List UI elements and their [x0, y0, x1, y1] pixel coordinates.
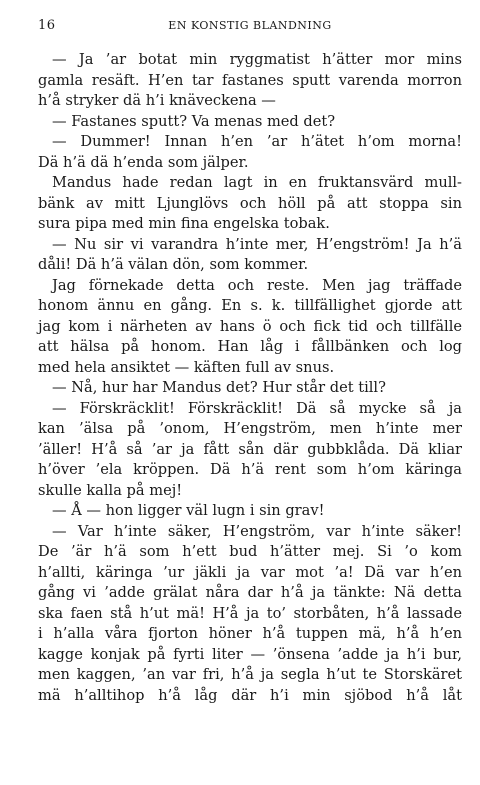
text-line: De ’är h’ä som h’ett bud h’ätter mej. Si ’o kom: [38, 543, 462, 560]
book-page: [38, 18, 462, 706]
text-line: bänk av mitt Ljunglövs och höll på att stoppa sin: [38, 194, 462, 212]
text-line: men kaggen, ’an var fri, h’å ja segla h’ut te Storskäret: [38, 666, 462, 683]
text-line: med hela ansiktet — käften full av snus.: [38, 358, 335, 376]
text-line: gång vi ’adde grälat nåra dar h’å ja tänkte: Nä detta: [38, 584, 462, 601]
running-title: EN KONSTIG BLANDNING: [168, 19, 332, 32]
text-line: gamla resäft. H’en tar fastanes sputt varenda morron: [38, 71, 462, 89]
text-line: att hälsa på honom. Han låg i fållbänken och log: [38, 338, 462, 355]
body-text: [38, 50, 462, 706]
text-line: — Ja ’ar botat min ryggmatist h’ätter mor mins: [52, 51, 462, 68]
text-line: h’å stryker dä h’i knäveckena —: [38, 92, 276, 109]
text-line: h’över ’ela kröppen. Dä h’ä rent som h’om käringa: [38, 461, 462, 478]
text-line: — Nå, hur har Mandus det? Hur står det till?: [52, 379, 386, 396]
text-line: h’allti, käringa ’ur jäkli ja var mot ’a! Dä var h’en: [38, 563, 462, 581]
text-line: jag kom i närheten av hans ö och fick tid och tillfälle: [38, 317, 462, 335]
text-line: skulle kalla på mej!: [38, 481, 183, 499]
text-line: ’äller! H’å så ’ar ja fått sån där gubbklåda. Dä kliar: [38, 440, 462, 458]
text-line: — Förskräcklit! Förskräcklit! Dä så mycke så ja: [52, 399, 462, 417]
text-line: — Var h’inte säker, H’engström, var h’inte säker!: [52, 522, 462, 540]
text-line: dåli! Dä h’ä välan dön, som kommer.: [38, 256, 309, 273]
text-line: Mandus hade redan lagt in en fruktansvärd mull-: [52, 174, 462, 191]
text-line: kan ’älsa på ’onom, H’engström, men h’inte mer: [38, 420, 462, 437]
page-number: 16: [38, 18, 56, 33]
text-line: i h’alla våra fjorton höner h’å tuppen mä, h’å h’en: [38, 625, 462, 642]
text-line: honom ännu en gång. En s. k. tillfällighet gjorde att: [38, 297, 462, 314]
text-line: mä h’alltihop h’å låg där h’i min sjöbod h’å låt: [38, 686, 462, 704]
text-line: — Dummer! Innan h’en ’ar h’ätet h’om morna!: [52, 133, 462, 150]
text-line: — Nu sir vi varandra h’inte mer, H’engström! Ja h’ä: [52, 235, 462, 253]
text-line: Jag förnekade detta och reste. Men jag träffade: [52, 276, 462, 294]
text-line: sura pipa med min fina engelska tobak.: [38, 215, 330, 232]
text-line: kagge konjak på fyrti liter — ’önsena ’adde ja h’i bur,: [38, 645, 462, 663]
text-line: Dä h’ä dä h’enda som jälper.: [38, 153, 249, 171]
text-line: ska faen stå h’ut mä! H’å ja to’ storbåten, h’å lassade: [38, 604, 462, 622]
text-line: — Å — hon ligger väl lugn i sin grav!: [52, 502, 325, 519]
text-line: — Fastanes sputt? Va menas med det?: [52, 112, 336, 130]
running-head: [38, 18, 462, 40]
